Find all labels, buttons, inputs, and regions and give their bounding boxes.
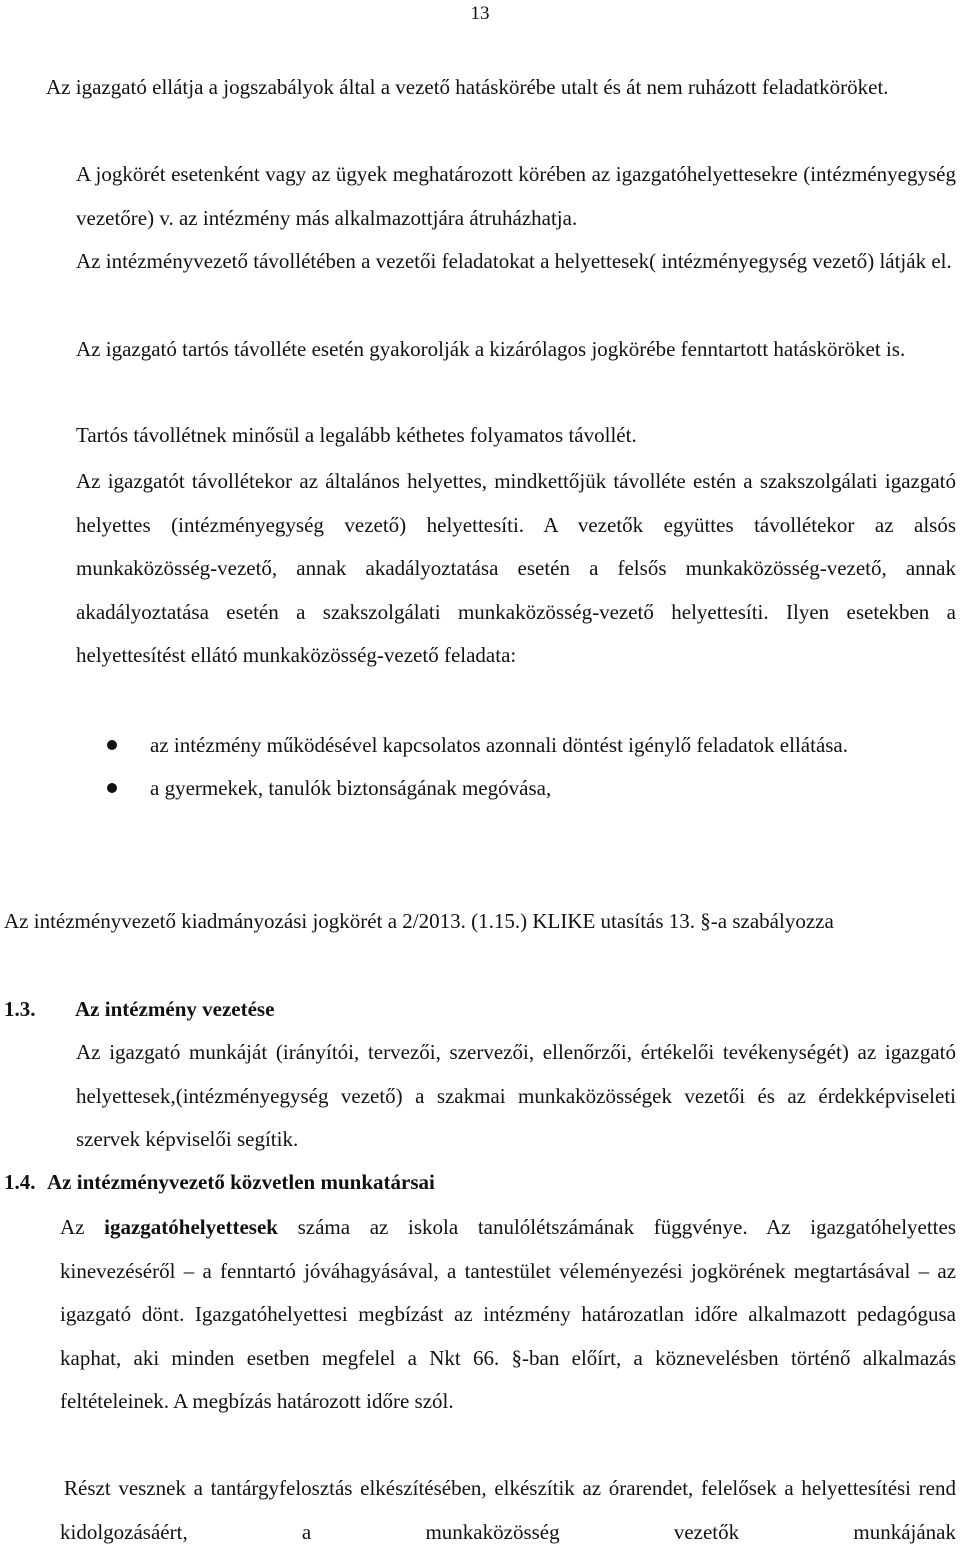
section-1-4-body-2: Részt vesznek a tantárgyfelosztás elkészítésében, elkészítik az órarendet, felelősek a helyettesítési rend kidolgozásáért, a munkaközösség vezetők munkájának <box>60 1476 956 1544</box>
section-number: 1.3. <box>4 997 36 1021</box>
bullet-icon <box>107 783 117 793</box>
body-prefix: Az <box>60 1215 85 1239</box>
paragraph-1: Az igazgató ellátja a jogszabályok által a vezető hatáskörébe utalt és át nem ruházott feladatköröket. <box>46 75 889 99</box>
paragraph-6: Az igazgatót távollétekor az általános helyettes, mindkettőjük távolléte estén a szakszolgálati igazgató helyettes (intézményegység vezető) helyettesíti. A vezetők együttes távollétekor az alsós munkaközösség-vezető, annak akadályoztatása esetén a felsős munkaközösség-vezető, annak akadályoztatása esetén a szakszolgálati munkaközösség-vezető helyettesíti. Ilyen esetekben a helyettesítést ellátó munkaközösség-vezető feladata: <box>76 469 956 667</box>
body-rest: száma az iskola tanulólétszámának függvénye. Az igazgatóhelyettes kinevezéséről – a fenntartó jóváhagyásával, a tantestület véleményezési jogkörének megtartásával – az igazgató dönt. Igazgatóhelyettesi megbízást az intézmény határozatlan időre alkalmazott pedagógusa kaphat, aki minden esetben megfelel a Nkt 66. §-ban előírt, a köznevelésben történő alkalmazás feltételeinek. A megbízás határozott időre szól. <box>60 1215 957 1413</box>
section-heading-1-3 <box>4 988 274 1031</box>
list-item <box>100 767 956 810</box>
paragraph-3: Az intézményvezető távollétében a vezetői feladatokat a helyettesek( intézményegység vezető) látják el. <box>76 249 952 273</box>
section-1-3-body: Az igazgató munkáját (irányítói, tervezői, szervezői, ellenőrzői, értékelői tevékenységét) az igazgató helyettesek,(intézményegység vezető) a szakmai munkaközösségek vezetői és az érdekképviseleti szervek képviselői segítik. <box>76 1040 956 1151</box>
list-item-text: az intézmény működésével kapcsolatos azonnali döntést igénylő feladatok ellátása. <box>150 733 849 757</box>
bullet-icon <box>107 740 117 750</box>
section-title: Az intézmény vezetése <box>75 997 275 1021</box>
list-item-text: a gyermekek, tanulók biztonságának megóvása, <box>150 776 552 800</box>
body-bold-term: igazgatóhelyettesek <box>104 1215 278 1239</box>
section-heading-1-4 <box>4 1161 435 1204</box>
section-1-4-body <box>60 1206 956 1424</box>
page-number: 13 <box>470 3 490 24</box>
section-number: 1.4. <box>4 1170 36 1194</box>
paragraph-5: Tartós távollétnek minősül a legalább kéthetes folyamatos távollét. <box>76 423 637 447</box>
section-title: Az intézményvezető közvetlen munkatársai <box>47 1170 435 1194</box>
paragraph-2: A jogkörét esetenként vagy az ügyek meghatározott körében az igazgatóhelyettesekre (intézményegység vezetőre) v. az intézmény más alkalmazottjára átruházhatja. <box>76 162 956 230</box>
list-item <box>100 724 956 767</box>
paragraph-7: Az intézményvezető kiadmányozási jogkörét a 2/2013. (1.15.) KLIKE utasítás 13. §-a szabályozza <box>4 909 834 933</box>
paragraph-4: Az igazgató tartós távolléte esetén gyakorolják a kizárólagos jogkörébe fenntartott hatásköröket is. <box>76 337 906 361</box>
task-list <box>100 724 956 810</box>
